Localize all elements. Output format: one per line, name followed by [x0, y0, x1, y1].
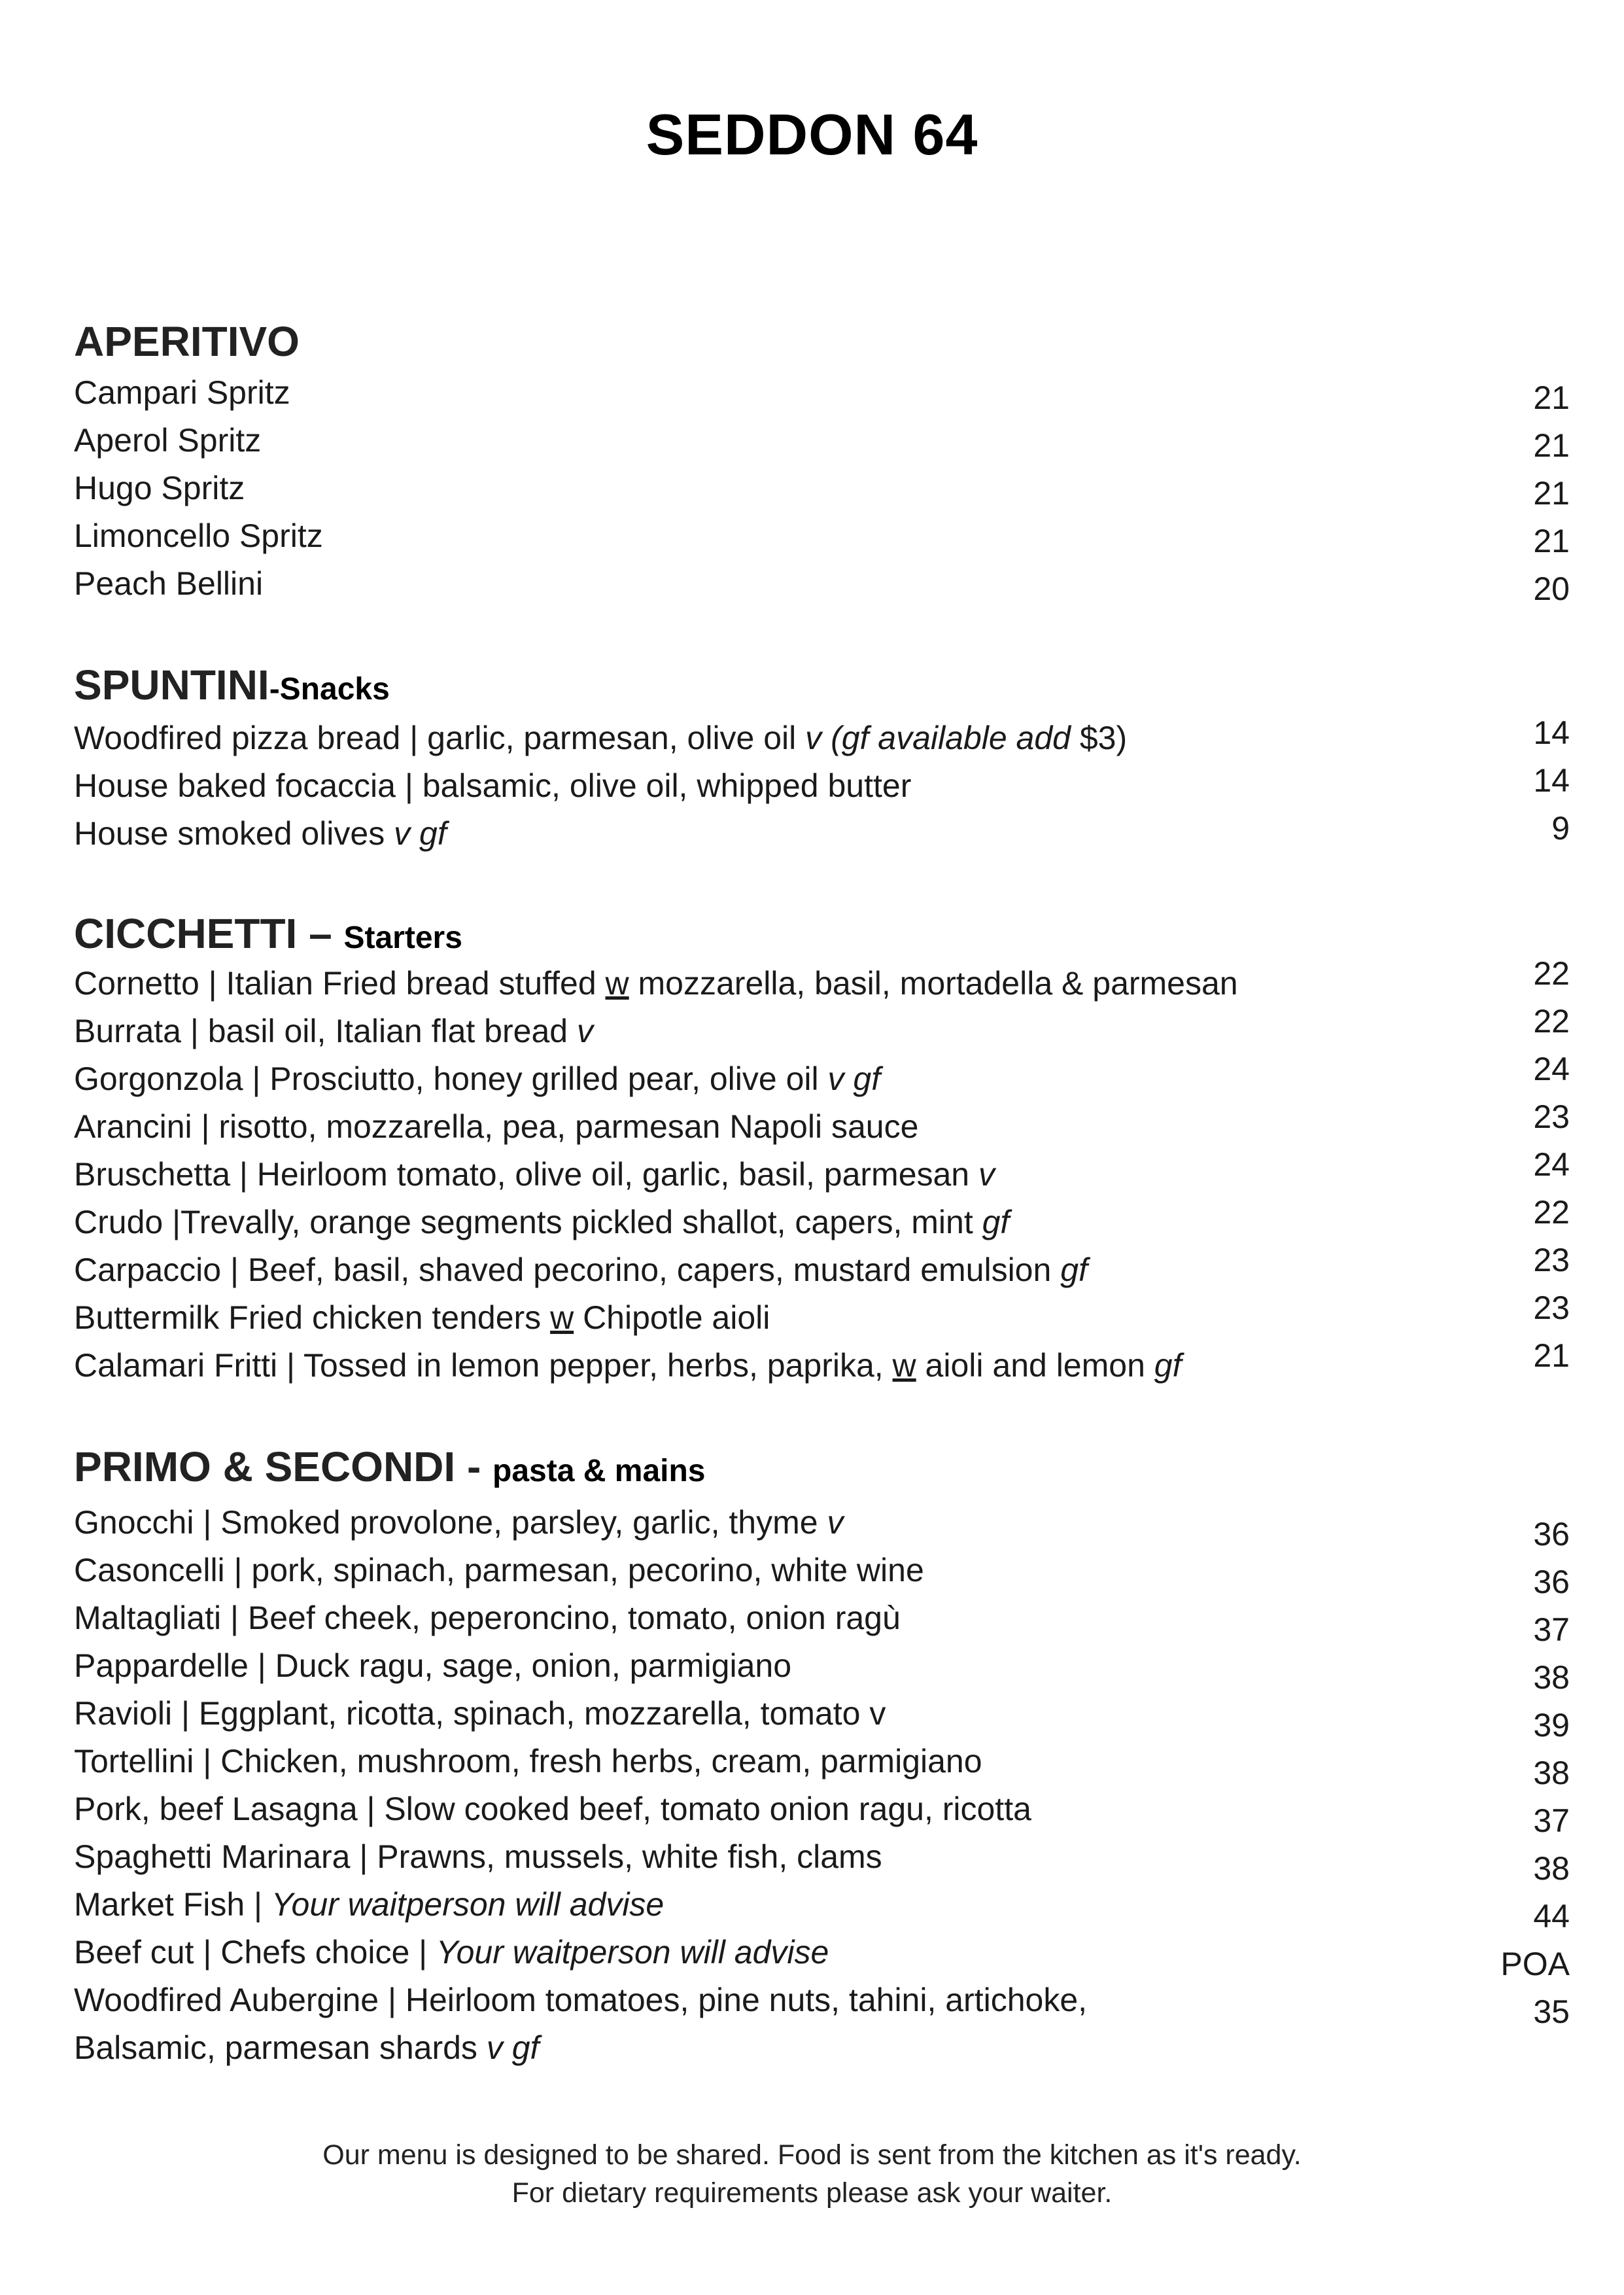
item-price: 39 [1533, 1707, 1570, 1743]
section-title: CICCHETTI – [74, 910, 344, 957]
item-price: 21 [1533, 523, 1570, 559]
item-price: 20 [1533, 570, 1570, 607]
item-price: 22 [1533, 1194, 1570, 1231]
item-price: 22 [1533, 1003, 1570, 1040]
item-price: 38 [1533, 1755, 1570, 1791]
menu-item: Crudo |Trevally, orange segments pickled shallot, capers, mint gf [74, 1204, 1010, 1240]
item-price: 21 [1533, 1337, 1570, 1374]
menu-item: Beef cut | Chefs choice | Your waitperson will advise [74, 1934, 829, 1971]
menu-item: Ravioli | Eggplant, ricotta, spinach, mozzarella, tomato v [74, 1695, 886, 1732]
footer-line: For dietary requirements please ask your waiter. [511, 2177, 1113, 2209]
menu-item: Gnocchi | Smoked provolone, parsley, garlic, thyme v [74, 1504, 844, 1541]
item-price: 14 [1533, 714, 1570, 751]
item-price: 21 [1533, 379, 1570, 416]
item-price: 14 [1533, 762, 1570, 799]
item-price: 22 [1533, 955, 1570, 992]
item-price: 37 [1533, 1802, 1570, 1839]
menu-item: Market Fish | Your waitperson will advise [74, 1886, 665, 1923]
page-title: SEDDON 64 [646, 102, 978, 167]
item-price: 23 [1533, 1242, 1570, 1278]
item-price: POA [1500, 1946, 1570, 1982]
menu-item: Aperol Spritz [74, 422, 262, 459]
menu-item: Burrata | basil oil, Italian flat bread v [74, 1013, 593, 1049]
item-price: 38 [1533, 1850, 1570, 1887]
menu-item: Woodfired pizza bread | garlic, parmesan, olive oil v (gf available add $3) [74, 720, 1128, 756]
item-price: 44 [1533, 1898, 1570, 1935]
item-price: 36 [1533, 1516, 1570, 1552]
menu-item-continued: Balsamic, parmesan shards v gf [74, 2029, 540, 2066]
item-price: 24 [1533, 1051, 1570, 1087]
menu-item: Arancini | risotto, mozzarella, pea, parmesan Napoli sauce [74, 1108, 919, 1145]
section-subtitle: pasta & mains [492, 1454, 706, 1488]
menu-item: Buttermilk Fried chicken tenders w Chipotle aioli [74, 1299, 770, 1336]
menu-item: Hugo Spritz [74, 470, 245, 506]
menu-item: Limoncello Spritz [74, 517, 323, 554]
item-price: 38 [1533, 1659, 1570, 1696]
menu-item: Tortellini | Chicken, mushroom, fresh herbs, cream, parmigiano [74, 1743, 982, 1779]
section-subtitle: Starters [343, 920, 462, 955]
menu-item: Woodfired Aubergine | Heirloom tomatoes, pine nuts, tahini, artichoke, [74, 1982, 1088, 2018]
menu-item: House baked focaccia | balsamic, olive oil, whipped butter [74, 767, 912, 804]
item-price: 36 [1533, 1564, 1570, 1600]
menu-item: Spaghetti Marinara | Prawns, mussels, white fish, clams [74, 1838, 882, 1875]
section-title: PRIMO & SECONDI - [74, 1443, 493, 1490]
item-price: 24 [1533, 1146, 1570, 1183]
menu-item: Peach Bellini [74, 565, 264, 602]
menu-item: Calamari Fritti | Tossed in lemon pepper, herbs, paprika, w aioli and lemon gf [74, 1347, 1182, 1384]
section-heading-cicchetti [74, 909, 462, 958]
item-price: 21 [1533, 475, 1570, 512]
menu-item: Pork, beef Lasagna | Slow cooked beef, tomato onion ragu, ricotta [74, 1791, 1031, 1827]
item-price: 23 [1533, 1098, 1570, 1135]
footer-note [0, 2136, 1624, 2212]
section-title: SPUNTINI [74, 661, 269, 709]
item-price: 37 [1533, 1611, 1570, 1648]
item-price: 35 [1533, 1993, 1570, 2030]
menu-item: Bruschetta | Heirloom tomato, olive oil, garlic, basil, parmesan v [74, 1156, 995, 1193]
menu-item: Carpaccio | Beef, basil, shaved pecorino, capers, mustard emulsion gf [74, 1252, 1088, 1288]
section-subtitle: -Snacks [269, 672, 390, 707]
section-title: APERITIVO [74, 318, 300, 365]
item-price: 9 [1551, 810, 1570, 847]
section-heading-primo [74, 1443, 705, 1491]
menu-item: Gorgonzola | Prosciutto, honey grilled pear, olive oil v gf [74, 1060, 881, 1097]
item-price: 21 [1533, 427, 1570, 464]
menu-item: House smoked olives v gf [74, 815, 447, 852]
menu-item: Cornetto | Italian Fried bread stuffed w mozzarella, basil, mortadella & parmesan [74, 965, 1238, 1002]
section-heading-spuntini [74, 661, 390, 709]
footer-line: Our menu is designed to be shared. Food is sent from the kitchen as it's ready. [322, 2139, 1302, 2171]
menu-item: Campari Spritz [74, 374, 290, 411]
menu-item: Maltagliati | Beef cheek, peperoncino, tomato, onion ragù [74, 1600, 901, 1636]
item-price: 23 [1533, 1289, 1570, 1326]
menu-item: Pappardelle | Duck ragu, sage, onion, parmigiano [74, 1647, 791, 1684]
section-heading-aperitivo [74, 317, 300, 366]
menu-item: Casoncelli | pork, spinach, parmesan, pecorino, white wine [74, 1552, 924, 1588]
